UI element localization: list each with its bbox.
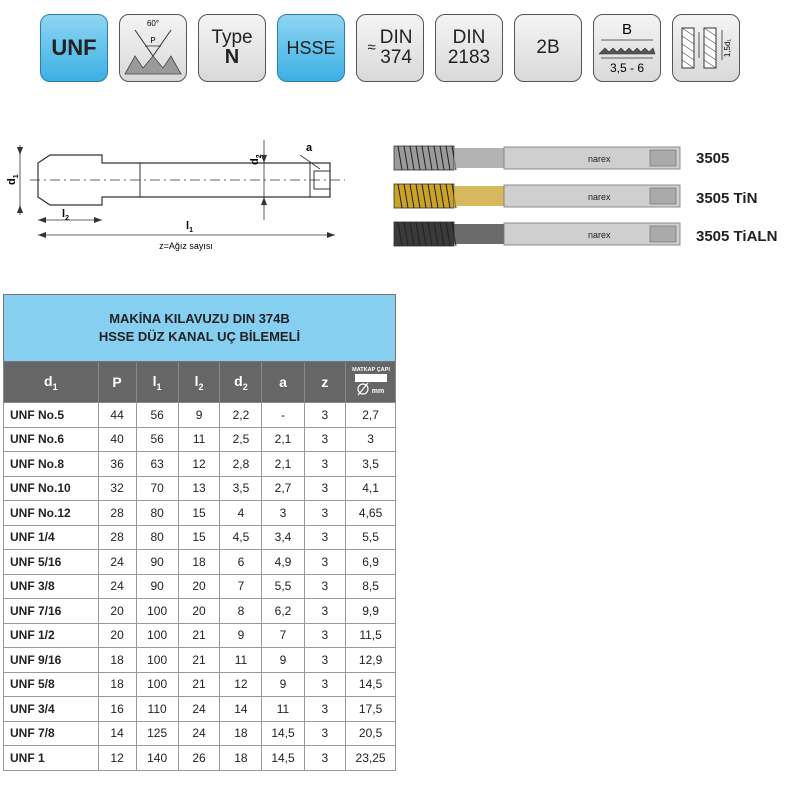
value-cell: 100 — [136, 672, 178, 697]
value-cell: 100 — [136, 623, 178, 648]
value-cell: 11 — [262, 697, 304, 722]
value-cell: 20 — [98, 599, 136, 624]
value-cell: 11,5 — [346, 623, 396, 648]
tool-label-3505-tin: 3505 TiN — [696, 190, 758, 207]
svg-text:P: P — [150, 36, 156, 45]
value-cell: 20 — [98, 623, 136, 648]
thread-standard-badge — [40, 14, 108, 82]
value-cell: 125 — [136, 721, 178, 746]
value-cell: 44 — [98, 403, 136, 428]
badge-row — [40, 14, 740, 82]
value-cell: 9 — [178, 403, 220, 428]
thread-depth-badge — [672, 14, 740, 82]
value-cell: 15 — [178, 525, 220, 550]
value-cell: 3 — [304, 550, 346, 575]
col-header-l2: $l_2$ — [178, 362, 220, 403]
thread-size-cell: UNF 3/8 — [4, 574, 99, 599]
col-header-z: z — [304, 362, 346, 403]
value-cell: 90 — [136, 574, 178, 599]
value-cell: 140 — [136, 746, 178, 771]
tolerance-label: 2B — [536, 37, 560, 59]
svg-text:z=Ağız sayısı: z=Ağız sayısı — [159, 241, 213, 251]
value-cell: 4,9 — [262, 550, 304, 575]
value-cell: 11 — [220, 648, 262, 673]
value-cell: 3,5 — [220, 476, 262, 501]
value-cell: 3 — [304, 427, 346, 452]
value-cell: 7 — [262, 623, 304, 648]
value-cell: 24 — [98, 550, 136, 575]
svg-text:mm: mm — [371, 387, 384, 395]
tap-dimension-drawing — [6, 125, 355, 255]
value-cell: 28 — [98, 525, 136, 550]
value-cell: 26 — [178, 746, 220, 771]
value-cell: 2,8 — [220, 452, 262, 477]
value-cell: 18 — [220, 721, 262, 746]
value-cell: 2,5 — [220, 427, 262, 452]
value-cell: 12 — [178, 452, 220, 477]
brand-text: narex — [588, 154, 611, 164]
value-cell: 80 — [136, 501, 178, 526]
thread-size-cell: UNF 5/16 — [4, 550, 99, 575]
tap-image-1 — [394, 184, 680, 208]
value-cell: 24 — [178, 721, 220, 746]
table-row — [4, 427, 396, 452]
value-cell: 3,4 — [262, 525, 304, 550]
table-row — [4, 403, 396, 428]
table-title-line-1: MAKİNA KILAVUZU DIN 374B — [109, 311, 290, 327]
value-cell: 3 — [304, 403, 346, 428]
thread-size-cell: UNF No.8 — [4, 452, 99, 477]
value-cell: 18 — [98, 672, 136, 697]
value-cell: 3 — [304, 648, 346, 673]
col-header-l1: $l_1$ — [136, 362, 178, 403]
value-cell: 21 — [178, 623, 220, 648]
value-cell: 3 — [304, 476, 346, 501]
table-row — [4, 452, 396, 477]
table-row — [4, 672, 396, 697]
value-cell: 18 — [178, 550, 220, 575]
value-cell: 14 — [220, 697, 262, 722]
value-cell: 12 — [220, 672, 262, 697]
table-title-line-2: HSSE DÜZ KANAL UÇ BİLEMELİ — [98, 329, 301, 344]
table-row — [4, 721, 396, 746]
din-label: DIN — [379, 27, 413, 49]
value-cell: 4,1 — [346, 476, 396, 501]
value-cell: 13 — [178, 476, 220, 501]
value-cell: 56 — [136, 403, 178, 428]
value-cell: 21 — [178, 648, 220, 673]
value-cell: 80 — [136, 525, 178, 550]
thread-size-cell: UNF 7/8 — [4, 721, 99, 746]
svg-text:MATKAP ÇAPI: MATKAP ÇAPI — [351, 366, 390, 373]
value-cell: 3 — [304, 672, 346, 697]
value-cell: 28 — [98, 501, 136, 526]
value-cell: 8 — [220, 599, 262, 624]
value-cell: 2,2 — [220, 403, 262, 428]
value-cell: 9 — [220, 623, 262, 648]
tool-type-label: Type — [211, 26, 253, 48]
din-number: 374 — [380, 47, 412, 68]
value-cell: 6 — [220, 550, 262, 575]
col-header-a: a — [262, 362, 304, 403]
table-row — [4, 550, 396, 575]
thread-size-cell: UNF 1/4 — [4, 525, 99, 550]
value-cell: 2,7 — [262, 476, 304, 501]
value-cell: 14,5 — [262, 746, 304, 771]
brand-text: narex — [588, 230, 611, 240]
value-cell: 6,2 — [262, 599, 304, 624]
value-cell: 100 — [136, 648, 178, 673]
value-cell: 3 — [304, 721, 346, 746]
col-header-p: P — [98, 362, 136, 403]
col-header-drill — [346, 362, 396, 403]
col-header-d2: $d_2$ — [220, 362, 262, 403]
value-cell: 21 — [178, 672, 220, 697]
value-cell: 14,5 — [346, 672, 396, 697]
din374-badge — [356, 14, 424, 82]
table-body — [4, 403, 396, 771]
drill-diameter-icon — [349, 364, 393, 398]
svg-text:l1: $l_1$ — [186, 220, 193, 234]
chamfer-badge — [593, 14, 661, 82]
value-cell: 17,5 — [346, 697, 396, 722]
tolerance-badge — [514, 14, 582, 82]
value-cell: 9 — [262, 672, 304, 697]
din2183-badge — [435, 14, 503, 82]
value-cell: 90 — [136, 550, 178, 575]
brand-text: narex — [588, 192, 611, 202]
tool-label-3505-tialn: 3505 TiALN — [696, 228, 778, 245]
value-cell: 2,1 — [262, 427, 304, 452]
value-cell: 110 — [136, 697, 178, 722]
table-row — [4, 648, 396, 673]
value-cell: 3 — [304, 746, 346, 771]
value-cell: 5,5 — [262, 574, 304, 599]
value-cell: 14 — [98, 721, 136, 746]
svg-text:l2: $l_2$ — [62, 208, 69, 222]
thread-size-cell: UNF No.6 — [4, 427, 99, 452]
value-cell: 3 — [262, 501, 304, 526]
svg-text:d2: $d_2$ — [249, 154, 263, 165]
value-cell: 4,5 — [220, 525, 262, 550]
value-cell: 3 — [304, 623, 346, 648]
value-cell: - — [262, 403, 304, 428]
value-cell: 2,7 — [346, 403, 396, 428]
din-label: DIN — [452, 27, 486, 49]
value-cell: 70 — [136, 476, 178, 501]
table-row — [4, 623, 396, 648]
thread-size-cell: UNF 3/4 — [4, 697, 99, 722]
value-cell: 11 — [178, 427, 220, 452]
svg-text:1,5d₁: 1,5d₁ — [723, 38, 732, 58]
value-cell: 12 — [98, 746, 136, 771]
din-number: 2183 — [447, 47, 491, 68]
svg-text:a: a — [306, 142, 313, 154]
thread-size-cell: UNF 1/2 — [4, 623, 99, 648]
value-cell: 4,65 — [346, 501, 396, 526]
table-row — [4, 599, 396, 624]
value-cell: 15 — [178, 501, 220, 526]
value-cell: 3,5 — [346, 452, 396, 477]
thread-size-cell: UNF No.12 — [4, 501, 99, 526]
chamfer-form-icon — [595, 18, 659, 78]
svg-text:60°: 60° — [146, 19, 160, 28]
value-cell: 6,9 — [346, 550, 396, 575]
blind-hole-icon — [674, 18, 738, 78]
value-cell: 16 — [98, 697, 136, 722]
tap-image-0 — [394, 146, 680, 170]
value-cell: 23,25 — [346, 746, 396, 771]
value-cell: 7 — [220, 574, 262, 599]
approx-symbol: ≈ — [367, 39, 376, 57]
table-row — [4, 746, 396, 771]
thread-profile-icon — [121, 16, 185, 80]
svg-text:d1: $d_1$ — [6, 174, 20, 185]
value-cell: 36 — [98, 452, 136, 477]
material-badge — [277, 14, 345, 82]
thread-size-cell: UNF 5/8 — [4, 672, 99, 697]
value-cell: 3 — [304, 574, 346, 599]
thread-size-cell: UNF 1 — [4, 746, 99, 771]
tap-image-2 — [394, 222, 680, 246]
tool-type-badge — [198, 14, 266, 82]
value-cell: 32 — [98, 476, 136, 501]
value-cell: 3 — [304, 525, 346, 550]
value-cell: 9 — [262, 648, 304, 673]
value-cell: 56 — [136, 427, 178, 452]
thread-size-cell: UNF No.5 — [4, 403, 99, 428]
value-cell: 9,9 — [346, 599, 396, 624]
table-row — [4, 501, 396, 526]
table-header-row — [4, 362, 396, 403]
value-cell: 8,5 — [346, 574, 396, 599]
value-cell: 5,5 — [346, 525, 396, 550]
table-title — [4, 295, 396, 362]
value-cell: 20 — [178, 574, 220, 599]
value-cell: 40 — [98, 427, 136, 452]
value-cell: 3 — [304, 452, 346, 477]
value-cell: 4 — [220, 501, 262, 526]
value-cell: 3 — [304, 697, 346, 722]
value-cell: 63 — [136, 452, 178, 477]
svg-text:B: B — [621, 21, 633, 38]
tool-type-value: N — [224, 46, 240, 69]
table-row — [4, 476, 396, 501]
svg-text:3,5 - 6: 3,5 - 6 — [609, 61, 645, 75]
material-label: HSSE — [286, 37, 336, 58]
tool-label-3505: 3505 — [696, 150, 730, 167]
col-header-d1: $d_1$ — [4, 362, 99, 403]
tap-product-images — [388, 140, 688, 250]
value-cell: 100 — [136, 599, 178, 624]
value-cell: 20,5 — [346, 721, 396, 746]
thread-size-cell: UNF 9/16 — [4, 648, 99, 673]
thread-size-cell: UNF No.10 — [4, 476, 99, 501]
value-cell: 14,5 — [262, 721, 304, 746]
table-row — [4, 574, 396, 599]
table-row — [4, 525, 396, 550]
value-cell: 12,9 — [346, 648, 396, 673]
value-cell: 2,1 — [262, 452, 304, 477]
value-cell: 24 — [98, 574, 136, 599]
thread-size-cell: UNF 7/16 — [4, 599, 99, 624]
value-cell: 20 — [178, 599, 220, 624]
value-cell: 3 — [346, 427, 396, 452]
thread-standard-label: UNF — [51, 35, 97, 61]
value-cell: 18 — [220, 746, 262, 771]
value-cell: 24 — [178, 697, 220, 722]
table-row — [4, 697, 396, 722]
tap-spec-table — [3, 294, 396, 771]
thread-profile-badge — [119, 14, 187, 82]
value-cell: 3 — [304, 501, 346, 526]
value-cell: 3 — [304, 599, 346, 624]
value-cell: 18 — [98, 648, 136, 673]
